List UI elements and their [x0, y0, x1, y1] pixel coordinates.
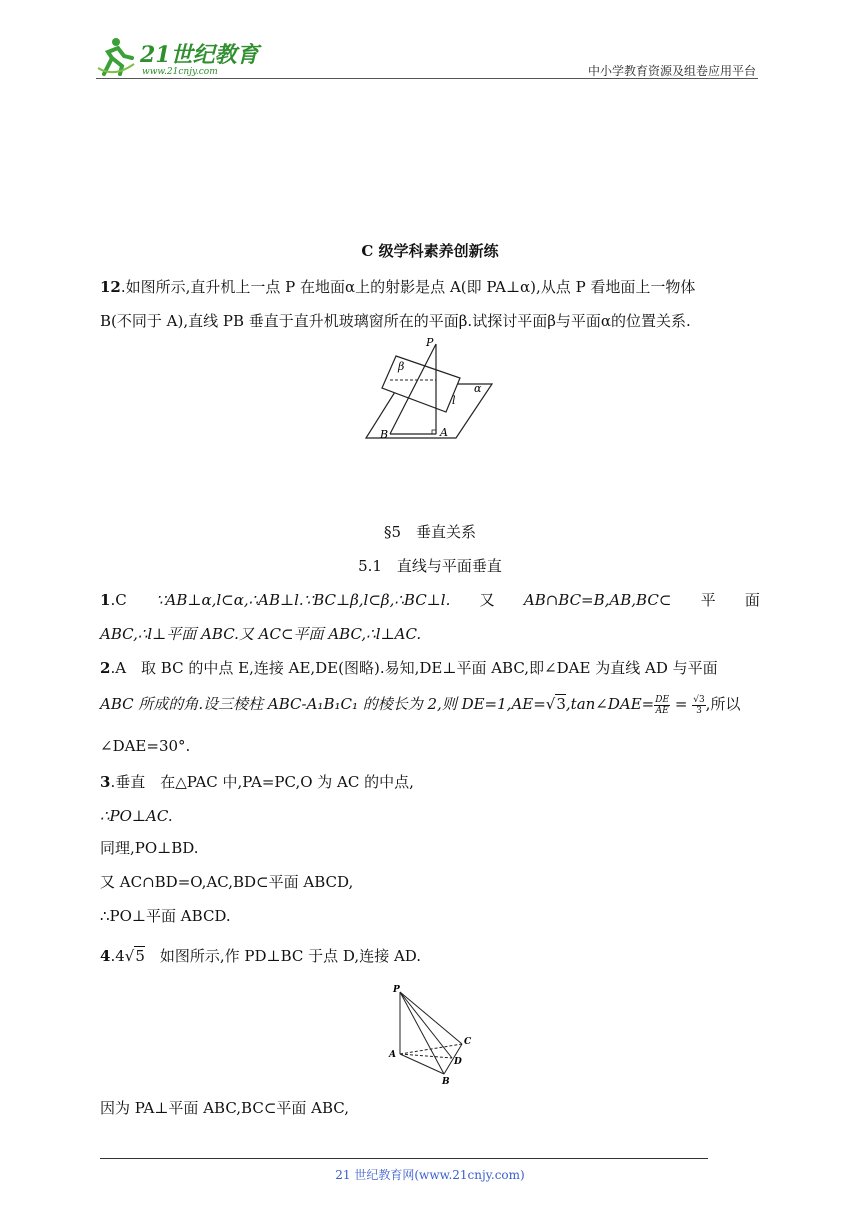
label-C2: C: [464, 1037, 472, 1047]
q12-line2: B(不同于 A),直线 PB 垂直于直升机玻璃窗所在的平面β.试探讨平面β与平面α的位置关系.: [100, 312, 691, 330]
a3-line2: ∴PO⊥AC.: [100, 807, 173, 825]
q12-text1: .如图所示,直升机上一点 P 在地面α上的射影是点 A(即 PA⊥α),从点 P 看地面上一物体: [120, 278, 696, 296]
a1-line1: [100, 590, 760, 610]
a1-intersect: AB∩BC=B,AB,BC⊂: [523, 591, 672, 609]
label-B2: B: [442, 1077, 450, 1086]
label-A2: A: [389, 1050, 396, 1060]
label-P: P: [426, 336, 434, 349]
site-logo: [94, 34, 264, 78]
label-B: B: [380, 428, 389, 441]
a3-line3: 同理,PO⊥BD.: [100, 839, 199, 857]
a4-pre: .4: [110, 947, 125, 965]
label-beta: β: [398, 360, 405, 373]
a3-line1: [100, 772, 414, 792]
a1-mian: 面: [744, 591, 760, 609]
a3-line5: ∴PO⊥平面 ABCD.: [100, 907, 231, 925]
a1-ping: 平: [700, 591, 716, 609]
a2-line1: [100, 658, 718, 678]
section-c-title: C 级学科素养创新练: [361, 242, 499, 260]
header-divider: [96, 78, 758, 79]
label-P2: P: [393, 985, 400, 995]
a1-reason: ∵AB⊥α,l⊂α,∴AB⊥l.∵BC⊥β,l⊂β,∴BC⊥l.: [155, 591, 451, 609]
edge-AC: [400, 1044, 462, 1054]
header-tagline: 中小学教育资源及组卷应用平台: [587, 64, 756, 78]
label-D2: D: [454, 1057, 462, 1067]
figure-pyramid: [386, 982, 476, 1086]
a2-text2b: ,tan∠DAE=: [565, 695, 655, 713]
a1-number: 1: [100, 591, 111, 609]
footer-divider: [100, 1158, 708, 1159]
label-l: l: [452, 394, 456, 407]
logo-url: www.21cnjy.com: [142, 67, 218, 77]
edge-PB: [400, 992, 444, 1074]
footer-link[interactable]: 21 世纪教育网(www.21cnjy.com): [335, 1168, 525, 1182]
label-A: A: [440, 426, 448, 439]
a3-line4: 又 AC∩BD=O,AC,BD⊂平面 ABCD,: [100, 873, 354, 891]
a2-text2a: ABC 所成的角.设三棱柱 ABC-A₁B₁C₁ 的棱长为 2,则 DE=1,AE=: [100, 695, 546, 713]
section5-subtitle: 5.1 直线与平面垂直: [358, 557, 502, 575]
a1-line2: ABC,∴l⊥平面 ABC.又 AC⊂平面 ABC,∴l⊥AC.: [100, 625, 422, 643]
a4-text: 如图所示,作 PD⊥BC 于点 D,连接 AD.: [144, 947, 422, 965]
a2-equals: =: [674, 695, 688, 713]
section5-title: §5 垂直关系: [383, 523, 477, 541]
q12-line1: [100, 277, 695, 297]
logo-text: 21世纪教育: [140, 42, 259, 68]
a2-line2: [100, 694, 740, 716]
a1-choice: .C: [110, 591, 127, 609]
a2-sqrt3: √3: [545, 695, 566, 713]
a3-number: 3: [100, 773, 111, 791]
edge-PC: [400, 992, 462, 1044]
figure-planes: [360, 334, 496, 444]
a2-frac-sqrt3-3: $\frac{√3}{3}$: [693, 694, 705, 716]
a4-line1: [100, 946, 421, 966]
a4-number: 4: [100, 947, 111, 965]
runner-icon: [98, 38, 134, 74]
a4-line2: 因为 PA⊥平面 ABC,BC⊂平面 ABC,: [100, 1099, 349, 1117]
a2-line3: ∠DAE=30°.: [100, 737, 191, 755]
a1-you: 又: [479, 591, 495, 609]
right-angle-mark: [432, 430, 436, 434]
edge-PD: [400, 992, 452, 1058]
a2-number: 2: [100, 659, 111, 677]
a2-text2c: ,所以: [705, 695, 741, 713]
a3-text1: .垂直 在△PAC 中,PA=PC,O 为 AC 的中点,: [110, 773, 414, 791]
a2-text1: .A 取 BC 的中点 E,连接 AE,DE(图略).易知,DE⊥平面 ABC,即∠DAE 为直线 AD 与平面: [110, 659, 718, 677]
a2-frac-de-ae: $\frac{DE}{AE}$: [655, 694, 670, 716]
a4-sqrt5: √5: [124, 947, 145, 965]
q12-number: 12: [100, 278, 121, 296]
label-alpha: α: [474, 382, 482, 395]
plane-beta: [382, 356, 460, 412]
